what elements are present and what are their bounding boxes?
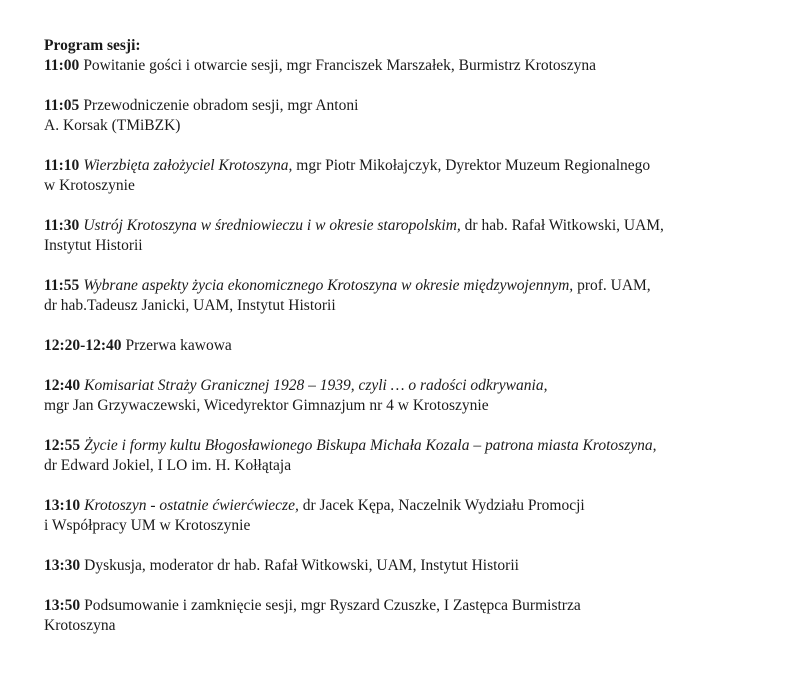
program-entry [44, 336, 764, 356]
program-entry [44, 276, 764, 316]
entry-description: dr hab. Rafał Witkowski, UAM, [460, 217, 664, 234]
program-document [44, 36, 764, 636]
program-entry [44, 556, 764, 576]
entry-time: 11:55 [44, 277, 80, 294]
entry-time: 12:40 [44, 377, 81, 394]
entry-time: 13:30 [44, 557, 81, 574]
program-entry [44, 156, 764, 196]
entry-title: Komisariat Straży Granicznej 1928 – 1939, czyli … o radości odkrywania, [84, 377, 548, 394]
entry-description-continued: Krotoszyna [44, 617, 116, 634]
entry-title: Wybrane aspekty życia ekonomicznego Krotoszyna w okresie międzywojennym, [83, 277, 574, 294]
entry-time: 11:10 [44, 157, 80, 174]
entry-description: prof. UAM, [573, 277, 651, 294]
entry-time: 11:05 [44, 97, 80, 114]
program-entry [44, 376, 764, 416]
entry-description: Dyskusja, moderator dr hab. Rafał Witkowski, UAM, Instytut Historii [84, 557, 519, 574]
entry-title: Wierzbięta założyciel Krotoszyna, [83, 157, 293, 174]
entry-description-continued: A. Korsak (TMiBZK) [44, 117, 181, 134]
entry-time: 13:50 [44, 597, 81, 614]
program-entry [44, 596, 764, 636]
entry-description-continued: w Krotoszynie [44, 177, 135, 194]
entry-title: Życie i formy kultu Błogosławionego Biskupa Michała Kozala – patrona miasta Krotoszyna, [84, 437, 657, 454]
entry-description-continued: dr Edward Jokiel, I LO im. H. Kołłątaja [44, 457, 292, 474]
entry-time: 12:55 [44, 437, 81, 454]
entry-time: 11:00 [44, 57, 80, 74]
entry-title: Ustrój Krotoszyna w średniowieczu i w okresie staropolskim, [83, 217, 461, 234]
program-entry [44, 56, 764, 76]
entry-description: Przerwa kawowa [125, 337, 232, 354]
entry-description: Powitanie gości i otwarcie sesji, mgr Franciszek Marszałek, Burmistrz Krotoszyna [83, 57, 596, 74]
entry-description: Podsumowanie i zamknięcie sesji, mgr Ryszard Czuszke, I Zastępca Burmistrza [84, 597, 581, 614]
entry-time: 11:30 [44, 217, 80, 234]
entry-description: mgr Piotr Mikołajczyk, Dyrektor Muzeum Regionalnego [292, 157, 651, 174]
entry-time: 12:20-12:40 [44, 337, 122, 354]
program-entry [44, 96, 764, 136]
program-entry [44, 496, 764, 536]
program-entry [44, 216, 764, 256]
entry-description-continued: i Współpracy UM w Krotoszynie [44, 517, 251, 534]
program-heading: Program sesji: [44, 37, 141, 54]
entry-description: Przewodniczenie obradom sesji, mgr Antoni [83, 97, 359, 114]
entry-description-continued: mgr Jan Grzywaczewski, Wicedyrektor Gimnazjum nr 4 w Krotoszynie [44, 397, 489, 414]
entry-description: dr Jacek Kępa, Naczelnik Wydziału Promocji [298, 497, 585, 514]
entry-title: Krotoszyn - ostatnie ćwierćwiecze, [84, 497, 299, 514]
entry-description-continued: dr hab.Tadeusz Janicki, UAM, Instytut Historii [44, 297, 336, 314]
program-entry [44, 436, 764, 476]
entry-time: 13:10 [44, 497, 81, 514]
entry-description-continued: Instytut Historii [44, 237, 143, 254]
